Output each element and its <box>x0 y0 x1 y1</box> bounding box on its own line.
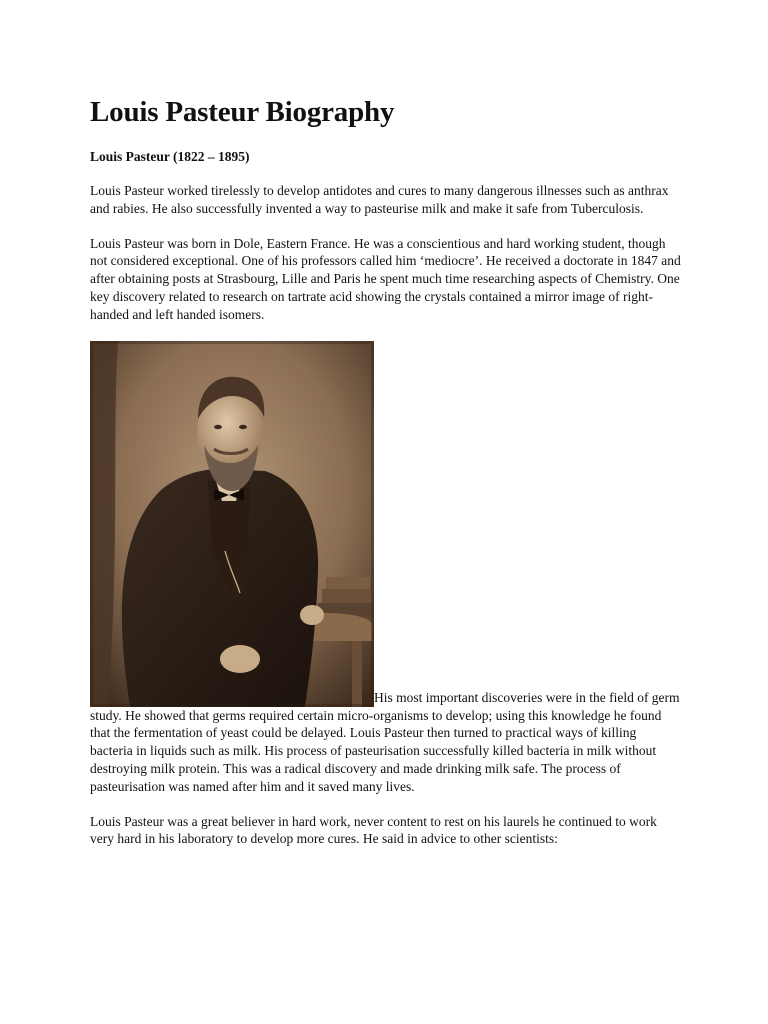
subtitle-dates: Louis Pasteur (1822 – 1895) <box>90 149 250 164</box>
paragraph-discoveries-text: His most important discoveries were in the field of germ study. He showed that germs required certain micro-organisms to develop; using this knowledge he found that the fermentation of yeast could be delayed. Louis Pasteur then turned to practical ways of killing bacteria in liquids such as milk. His process of pasteurisation successfully killed bacteria in milk without destroying milk protein. This was a radical discovery and made drinking milk safe. The process of pasteurisation was named after him and it saved many lives. <box>90 689 680 794</box>
paragraph-early-life: Louis Pasteur was born in Dole, Eastern France. He was a conscientious and hard working student, though not considered exceptional. One of his professors called him ‘mediocre’. He received a doctorate in 1847 and after obtaining posts at Strasbourg, Lille and Paris he spent much time researching aspects of Chemistry. One key discovery related to research on tartrate acid showing the crystals contained a mirror image of right-handed and left handed isomers. <box>90 235 681 322</box>
paragraph-discoveries <box>90 324 682 796</box>
document-page <box>90 92 682 848</box>
louis-pasteur-portrait-photo <box>90 341 374 707</box>
page-title: Louis Pasteur Biography <box>90 96 395 128</box>
portrait-image <box>90 341 374 707</box>
paragraph-hard-work: Louis Pasteur was a great believer in hard work, never content to rest on his laurels he continued to work very hard in his laboratory to develop more cures. He said in advice to other scientists: <box>90 813 657 847</box>
paragraph-intro: Louis Pasteur worked tirelessly to develop antidotes and cures to many dangerous illnesses such as anthrax and rabies. He also successfully invented a way to pasteurise milk and make it safe from Tuberculosis. <box>90 183 669 216</box>
